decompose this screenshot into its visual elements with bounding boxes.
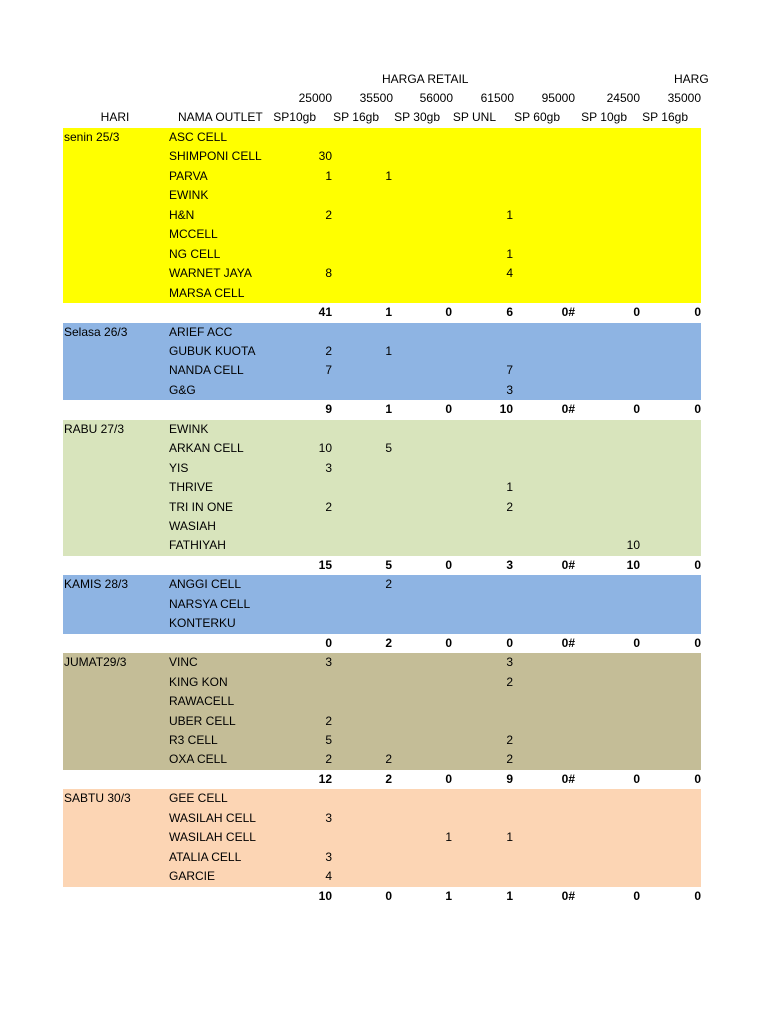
table-cell: 1 xyxy=(385,168,392,183)
total-cell: 12 xyxy=(318,771,332,786)
total-cell: 0 xyxy=(633,402,640,417)
product-header: SP 60gb xyxy=(514,110,560,124)
table-cell: 10 xyxy=(318,441,332,456)
day-label: RABU 27/3 xyxy=(64,421,125,436)
day-label: Selasa 26/3 xyxy=(64,324,128,339)
day-block xyxy=(63,323,701,401)
outlet-name: WASIAH xyxy=(169,519,216,533)
table-cell: 4 xyxy=(506,266,513,281)
price-header: 56000 xyxy=(419,91,453,105)
table-cell: 2 xyxy=(385,577,392,592)
table-cell: 1 xyxy=(506,480,513,495)
table-cell: 3 xyxy=(325,655,332,670)
total-cell: 9 xyxy=(325,402,332,417)
product-header: SP 30gb xyxy=(394,110,440,124)
price-header: 25000 xyxy=(298,91,332,105)
outlet-name: EWINK xyxy=(169,421,209,436)
table-cell: 5 xyxy=(385,441,392,456)
outlet-name: FATHIYAH xyxy=(169,538,226,553)
outlet-name: YIS xyxy=(169,460,189,475)
table-cell: 2 xyxy=(506,499,513,514)
outlet-name: H&N xyxy=(169,207,195,222)
product-header: SP UNL xyxy=(452,110,496,124)
outlet-name: RAWACELL xyxy=(169,694,235,709)
outlet-name: GUBUK KUOTA xyxy=(169,343,256,358)
table-cell: 1 xyxy=(506,207,513,222)
outlet-name: WASILAH CELL xyxy=(169,830,256,845)
total-cell: 10 xyxy=(318,888,332,903)
outlet-name: ARIEF ACC xyxy=(169,324,233,339)
table-cell: 1 xyxy=(385,343,392,358)
total-cell: 0 xyxy=(445,557,452,572)
total-cell: 0 xyxy=(633,771,640,786)
outlet-name: UBER CELL xyxy=(169,713,236,728)
total-cell: 0 xyxy=(325,635,332,650)
price-header: 61500 xyxy=(480,91,514,105)
outlet-name: THRIVE xyxy=(169,480,214,495)
outlet-name: VINC xyxy=(169,655,198,670)
product-header: SP 16gb xyxy=(333,110,379,124)
outlet-name: ASC CELL xyxy=(169,130,228,144)
total-cell: 3 xyxy=(506,557,513,572)
total-cell: 0 xyxy=(694,557,701,572)
total-cell: 5 xyxy=(385,557,392,572)
total-cell: 0 xyxy=(694,771,701,786)
table-cell: 2 xyxy=(506,674,513,689)
outlet-name: SHIMPONI CELL xyxy=(169,149,262,164)
day-block xyxy=(63,420,701,556)
outlet-name: KONTERKU xyxy=(169,616,236,631)
price-header: 95000 xyxy=(541,91,575,105)
day-block xyxy=(63,128,701,303)
total-cell: 1 xyxy=(385,402,392,417)
outlet-name: OXA CELL xyxy=(169,752,228,767)
total-cell: 0# xyxy=(561,888,575,903)
outlet-name: EWINK xyxy=(169,188,209,203)
product-header: SP 16gb xyxy=(642,110,688,124)
total-cell: 0 xyxy=(694,305,701,320)
total-cell: 9 xyxy=(506,771,513,786)
total-cell: 0# xyxy=(561,305,575,320)
day-label: SABTU 30/3 xyxy=(64,791,131,806)
total-cell: 0# xyxy=(561,635,575,650)
harga-retail-title: HARGA RETAIL xyxy=(382,72,469,86)
outlet-name: G&G xyxy=(169,382,196,397)
total-cell: 0# xyxy=(561,402,575,417)
table-cell: 2 xyxy=(325,713,332,728)
outlet-name: R3 CELL xyxy=(169,732,218,747)
table-cell: 3 xyxy=(325,849,332,864)
outlet-name: TRI IN ONE xyxy=(169,499,234,514)
total-cell: 0 xyxy=(633,888,640,903)
table-cell: 3 xyxy=(506,655,513,670)
total-cell: 1 xyxy=(506,888,513,903)
outlet-name: WARNET JAYA xyxy=(169,266,252,281)
total-cell: 0 xyxy=(506,635,513,650)
table-cell: 2 xyxy=(325,499,332,514)
outlet-name: ARKAN CELL xyxy=(169,441,244,456)
total-cell: 10 xyxy=(626,557,640,572)
total-cell: 1 xyxy=(385,305,392,320)
table-cell: 2 xyxy=(506,732,513,747)
total-cell: 0 xyxy=(633,305,640,320)
harga-retail-title-clipped: HARG xyxy=(674,72,709,86)
total-cell: 0 xyxy=(694,888,701,903)
total-cell: 0# xyxy=(561,557,575,572)
table-cell: 30 xyxy=(318,149,332,164)
outlet-name: ATALIA CELL xyxy=(169,849,242,864)
table-cell: 8 xyxy=(325,266,332,281)
day-label: JUMAT29/3 xyxy=(64,655,127,670)
table-cell: 2 xyxy=(385,752,392,767)
price-header: 35500 xyxy=(359,91,393,105)
day-block xyxy=(63,789,701,886)
outlet-name: NANDA CELL xyxy=(169,363,244,378)
total-cell: 0 xyxy=(445,402,452,417)
table-cell: 5 xyxy=(325,732,332,747)
outlet-name: NG CELL xyxy=(169,246,221,261)
outlet-name: GARCIE xyxy=(169,869,216,884)
total-cell: 2 xyxy=(385,635,392,650)
total-cell: 0 xyxy=(694,402,701,417)
total-cell: 15 xyxy=(318,557,332,572)
hari-header: HARI xyxy=(100,110,130,124)
total-cell: 0# xyxy=(561,771,575,786)
table-cell: 10 xyxy=(626,538,640,553)
day-label: senin 25/3 xyxy=(64,130,120,144)
table-cell: 1 xyxy=(506,246,513,261)
product-header: SP10gb xyxy=(273,110,316,124)
outlet-name: WASILAH CELL xyxy=(169,810,256,825)
nama-outlet-header: NAMA OUTLET xyxy=(178,110,263,124)
outlet-name: MCCELL xyxy=(169,227,218,242)
table-cell: 4 xyxy=(325,869,332,884)
table-cell: 1 xyxy=(325,168,332,183)
outlet-name: ANGGI CELL xyxy=(169,577,242,592)
total-cell: 0 xyxy=(445,771,452,786)
table-cell: 1 xyxy=(445,830,452,845)
total-cell: 0 xyxy=(694,635,701,650)
table-cell: 3 xyxy=(325,460,332,475)
table-cell: 2 xyxy=(325,207,332,222)
table-cell: 1 xyxy=(506,830,513,845)
outlet-name: KING KON xyxy=(169,674,228,689)
table-cell: 3 xyxy=(325,810,332,825)
day-label: KAMIS 28/3 xyxy=(64,577,129,592)
total-cell: 41 xyxy=(318,305,332,320)
outlet-name: GEE CELL xyxy=(169,791,228,806)
total-cell: 1 xyxy=(445,888,452,903)
outlet-name: PARVA xyxy=(169,168,208,183)
table-cell: 3 xyxy=(506,382,513,397)
table-cell: 2 xyxy=(325,752,332,767)
outlet-name: MARSA CELL xyxy=(169,285,245,300)
total-cell: 0 xyxy=(633,635,640,650)
price-header: 35000 xyxy=(667,91,701,105)
product-header: SP 10gb xyxy=(581,110,627,124)
outlet-name: NARSYA CELL xyxy=(169,596,251,611)
total-cell: 0 xyxy=(445,305,452,320)
total-cell: 0 xyxy=(385,888,392,903)
table-cell: 7 xyxy=(325,363,332,378)
table-cell: 2 xyxy=(325,343,332,358)
table-cell: 2 xyxy=(506,752,513,767)
total-cell: 0 xyxy=(445,635,452,650)
table-cell: 7 xyxy=(506,363,513,378)
price-header: 24500 xyxy=(606,91,640,105)
total-cell: 10 xyxy=(499,402,513,417)
total-cell: 6 xyxy=(506,305,513,320)
total-cell: 2 xyxy=(385,771,392,786)
